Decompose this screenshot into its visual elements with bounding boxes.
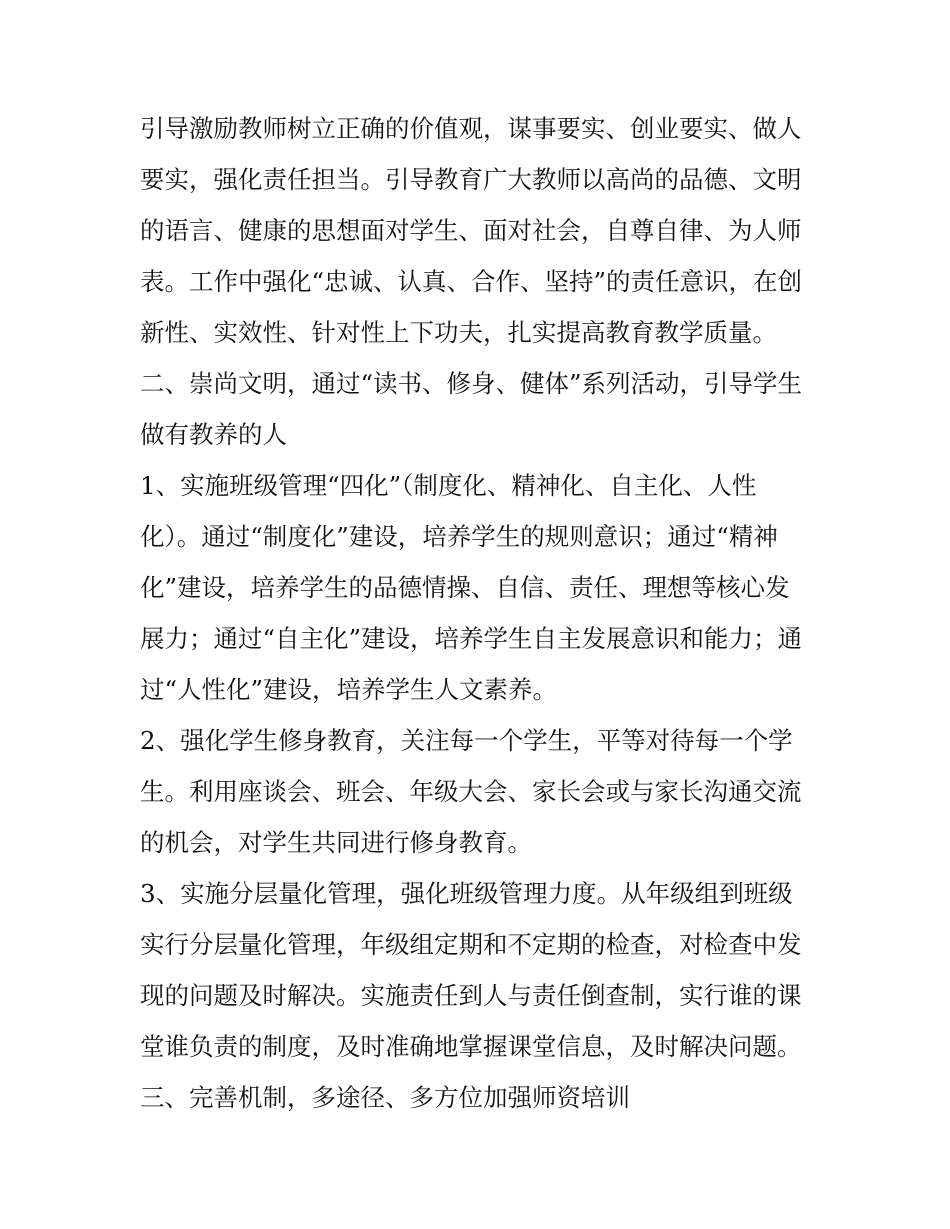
text-line: 要实，强化责任担当。引导教育广大教师以高尚的品德、文明 [140,165,802,194]
section-heading-line: 三、完善机制，多途径、多方位加强师资培训 [140,1083,630,1112]
list-item-line: 实行分层量化管理，年级组定期和不定期的检查，对检查中发 [140,930,802,959]
list-item-line: 过“人性化”建设，培养学生人文素养。 [140,675,558,704]
section-heading-line: 二、崇尚文明，通过“读书、修身、健体”系列活动，引导学生 [140,369,803,398]
list-item-line: 2、强化学生修身教育，关注每一个学生，平等对待每一个学 [140,726,793,755]
list-item-line: 展力；通过“自主化”建设，培养学生自主发展意识和能力；通 [140,624,803,653]
list-item-line: 1、实施班级管理“四化”（制度化、精神化、自主化、人性 [140,471,757,500]
list-item-line: 生。利用座谈会、班会、年级大会、家长会或与家长沟通交流 [140,777,802,806]
text-line: 的语言、健康的思想面对学生、面对社会，自尊自律、为人师 [140,216,802,245]
text-line: 引导激励教师树立正确的价值观，谋事要实、创业要实、做人 [140,114,802,143]
text-line: 表。工作中强化“忠诚、认真、合作、坚持”的责任意识，在创 [140,267,803,296]
list-item-line: 现的问题及时解决。实施责任到人与责任倒查制，实行谁的课 [140,981,802,1010]
list-item-line: 化）。通过“制度化”建设，培养学生的规则意识；通过“精神 [140,522,778,551]
list-item-line: 堂谁负责的制度，及时准确地掌握课堂信息，及时解决问题。 [140,1032,802,1061]
document-body [140,103,820,1123]
text-line: 新性、实效性、针对性上下功夫，扎实提高教育教学质量。 [140,318,777,347]
list-item-line: 化”建设，培养学生的品德情操、自信、责任、理想等核心发 [140,573,790,602]
list-item-line: 的机会，对学生共同进行修身教育。 [140,828,532,857]
section-heading-line: 做有教养的人 [140,420,287,449]
list-item-line: 3、实施分层量化管理，强化班级管理力度。从年级组到班级 [140,879,793,908]
